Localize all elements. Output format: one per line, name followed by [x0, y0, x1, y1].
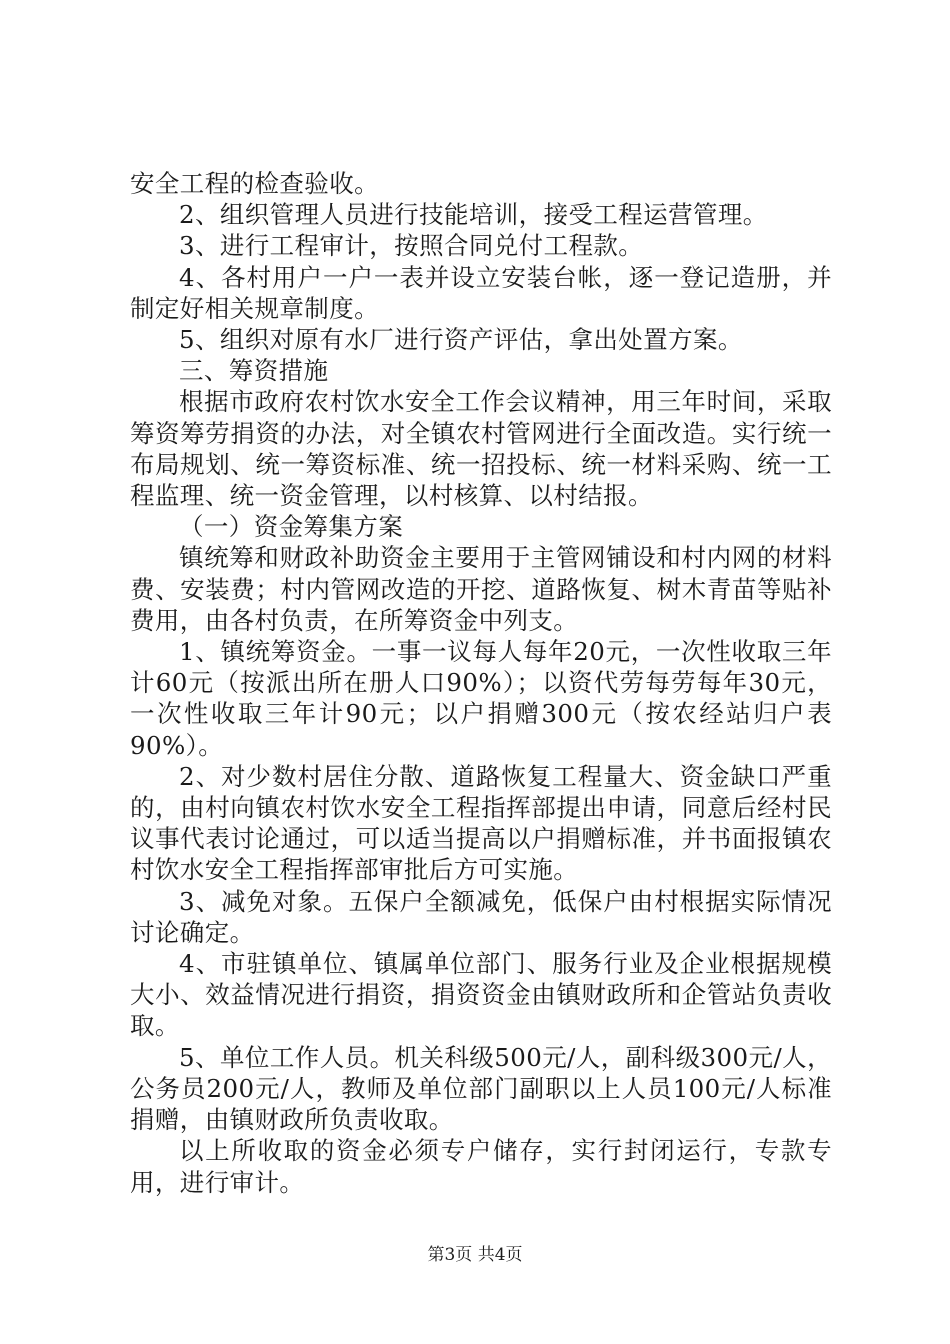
paragraph-fund-item-4: 4、市驻镇单位、镇属单位部门、服务行业及企业根据规模大小、效益情况进行捐资，捐资资金由镇财政所和企管站负责收取。 — [130, 949, 832, 1041]
paragraph-fund-item-1: 1、镇统筹资金。一事一议每人每年20元，一次性收取三年计60元（按派出所在册人口90%）；以资代劳每劳每年30元，一次性收取三年计90元；以户捐赠300元（按农经站归户表90%）。 — [130, 637, 832, 760]
document-body — [130, 168, 832, 1198]
page-footer — [0, 1244, 950, 1266]
paragraph-funding-intro: 根据市政府农村饮水安全工作会议精神，用三年时间，采取筹资筹劳捐资的办法，对全镇农村管网进行全面改造。实行统一布局规划、统一筹资标准、统一招投标、统一材料采购、统一工程监理、统一资金管理，以村核算、以村结报。 — [130, 387, 832, 511]
paragraph-fund-item-5: 5、单位工作人员。机关科级500元/人，副科级300元/人，公务员200元/人，教师及单位部门副职以上人员100元/人标准捐赠，由镇财政所负责收取。 — [130, 1042, 832, 1135]
subsection-heading-fund-raising-plan: （一）资金筹集方案 — [179, 512, 404, 542]
paragraph-fund-item-3: 3、减免对象。五保户全额减免，低保户由村根据实际情况讨论确定。 — [130, 886, 832, 947]
paragraph-item-2: 2、组织管理人员进行技能培训，接受工程运营管理。 — [179, 200, 768, 230]
paragraph-fund-closing: 以上所收取的资金必须专户储存，实行封闭运行，专款专用，进行审计。 — [130, 1136, 832, 1197]
paragraph-continuation: 安全工程的检查验收。 — [130, 169, 379, 198]
paragraph-item-3: 3、进行工程审计，按照合同兑付工程款。 — [179, 231, 644, 261]
page-number-label: 第3页 共4页 — [427, 1245, 523, 1265]
paragraph-fund-item-2: 2、对少数村居住分散、道路恢复工程量大、资金缺口严重的，由村向镇农村饮水安全工程指挥部提出申请，同意后经村民议事代表讨论通过，可以适当提高以户捐赠标准，并书面报镇农村饮水安全工程指挥部审批后方可实施。 — [130, 761, 832, 885]
paragraph-item-4: 4、各村用户一户一表并设立安装台帐，逐一登记造册，并制定好相关规章制度。 — [130, 262, 832, 323]
section-heading-funding-measures: 三、筹资措施 — [179, 356, 329, 386]
paragraph-fund-usage: 镇统筹和财政补助资金主要用于主管网铺设和村内网的材料费、安装费；村内管网改造的开挖、道路恢复、树木青苗等贴补费用，由各村负责，在所筹资金中列支。 — [130, 543, 832, 635]
paragraph-item-5: 5、组织对原有水厂进行资产评估，拿出处置方案。 — [179, 325, 743, 355]
